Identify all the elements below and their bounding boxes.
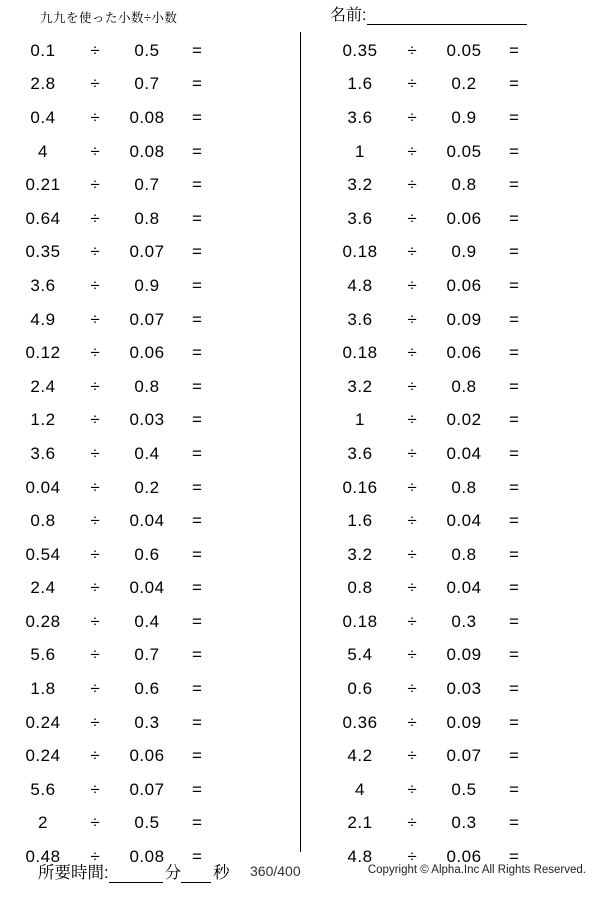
divisor: 0.08 — [129, 847, 165, 867]
equals-icon: = — [192, 712, 202, 732]
divisor: 0.9 — [451, 242, 477, 262]
divide-icon: ÷ — [407, 578, 417, 598]
dividend: 0.54 — [25, 544, 61, 564]
problem-row — [301, 504, 600, 538]
divisor: 0.07 — [129, 309, 165, 329]
equals-icon: = — [509, 376, 519, 396]
divide-icon: ÷ — [407, 544, 417, 564]
problem-row — [0, 639, 300, 673]
equals-icon: = — [192, 477, 202, 497]
divisor: 0.8 — [451, 477, 477, 497]
problem-row — [301, 807, 600, 841]
problem-column-right — [300, 32, 600, 867]
divide-icon: ÷ — [407, 746, 417, 766]
equals-icon: = — [509, 645, 519, 665]
divisor: 0.8 — [134, 376, 160, 396]
equals-icon: = — [192, 578, 202, 598]
dividend: 3.2 — [347, 376, 373, 396]
divide-icon: ÷ — [90, 175, 100, 195]
divisor: 0.3 — [451, 813, 477, 833]
divisor: 0.04 — [446, 443, 482, 463]
problem-row — [301, 68, 600, 102]
dividend: 3.6 — [347, 107, 373, 127]
divisor: 0.07 — [129, 242, 165, 262]
minutes-input-line[interactable] — [109, 864, 163, 883]
name-label: 名前: — [330, 7, 367, 24]
problem-row — [301, 202, 600, 236]
dividend: 2.4 — [30, 376, 56, 396]
divide-icon: ÷ — [407, 309, 417, 329]
divisor: 0.06 — [446, 275, 482, 295]
divide-icon: ÷ — [407, 443, 417, 463]
problem-columns — [0, 32, 600, 867]
dividend: 0.6 — [347, 679, 373, 699]
equals-icon: = — [192, 813, 202, 833]
divisor: 0.04 — [129, 511, 165, 531]
problem-row — [0, 572, 300, 606]
divide-icon: ÷ — [90, 40, 100, 60]
divide-icon: ÷ — [407, 611, 417, 631]
divisor: 0.06 — [446, 208, 482, 228]
divisor: 0.06 — [129, 343, 165, 363]
dividend: 1 — [355, 141, 365, 161]
equals-icon: = — [192, 847, 202, 867]
divisor: 0.8 — [451, 544, 477, 564]
equals-icon: = — [509, 309, 519, 329]
divisor: 0.2 — [451, 74, 477, 94]
problem-row — [0, 773, 300, 807]
divisor: 0.07 — [129, 779, 165, 799]
dividend: 1.2 — [30, 410, 56, 430]
dividend: 0.12 — [25, 343, 61, 363]
problem-row — [301, 739, 600, 773]
minutes-unit: 分 — [164, 864, 182, 882]
equals-icon: = — [192, 679, 202, 699]
divisor: 0.04 — [446, 578, 482, 598]
divide-icon: ÷ — [407, 847, 417, 867]
equals-icon: = — [509, 443, 519, 463]
divide-icon: ÷ — [90, 141, 100, 161]
equals-icon: = — [509, 208, 519, 228]
dividend: 1 — [355, 410, 365, 430]
problem-row — [301, 672, 600, 706]
dividend: 1.6 — [347, 74, 373, 94]
divisor: 0.3 — [451, 611, 477, 631]
divide-icon: ÷ — [90, 74, 100, 94]
problem-row — [0, 605, 300, 639]
divide-icon: ÷ — [90, 813, 100, 833]
divisor: 0.05 — [446, 40, 482, 60]
divide-icon: ÷ — [407, 645, 417, 665]
problem-row — [0, 68, 300, 102]
dividend: 0.35 — [25, 242, 61, 262]
divisor: 0.8 — [451, 376, 477, 396]
problem-row — [0, 471, 300, 505]
problem-row — [301, 773, 600, 807]
divisor: 0.06 — [446, 847, 482, 867]
equals-icon: = — [192, 74, 202, 94]
problem-row — [301, 370, 600, 404]
equals-icon: = — [509, 746, 519, 766]
divide-icon: ÷ — [90, 746, 100, 766]
dividend: 0.35 — [342, 40, 378, 60]
problem-row — [0, 706, 300, 740]
divisor: 0.3 — [134, 712, 160, 732]
divisor: 0.7 — [134, 645, 160, 665]
dividend: 2.4 — [30, 578, 56, 598]
dividend: 3.6 — [30, 275, 56, 295]
divisor: 0.06 — [129, 746, 165, 766]
problem-row — [0, 370, 300, 404]
equals-icon: = — [192, 107, 202, 127]
problem-row — [0, 236, 300, 270]
equals-icon: = — [509, 107, 519, 127]
dividend: 4.8 — [347, 847, 373, 867]
divisor: 0.09 — [446, 309, 482, 329]
seconds-unit: 秒 — [213, 864, 230, 882]
equals-icon: = — [192, 779, 202, 799]
divide-icon: ÷ — [90, 376, 100, 396]
divisor: 0.5 — [134, 813, 160, 833]
divide-icon: ÷ — [407, 175, 417, 195]
equals-icon: = — [509, 40, 519, 60]
dividend: 4.2 — [347, 746, 373, 766]
dividend: 4 — [355, 779, 365, 799]
problem-row — [301, 404, 600, 438]
problem-row — [301, 336, 600, 370]
divide-icon: ÷ — [407, 477, 417, 497]
dividend: 0.16 — [342, 477, 378, 497]
dividend: 0.24 — [25, 712, 61, 732]
equals-icon: = — [509, 175, 519, 195]
divisor: 0.8 — [451, 175, 477, 195]
equals-icon: = — [509, 847, 519, 867]
worksheet-footer — [0, 859, 600, 885]
equals-icon: = — [509, 544, 519, 564]
equals-icon: = — [192, 40, 202, 60]
dividend: 0.48 — [25, 847, 61, 867]
equals-icon: = — [192, 645, 202, 665]
divisor: 0.09 — [446, 712, 482, 732]
equals-icon: = — [509, 511, 519, 531]
divisor: 0.2 — [134, 477, 160, 497]
dividend: 0.1 — [30, 40, 56, 60]
problem-row — [301, 572, 600, 606]
divide-icon: ÷ — [407, 141, 417, 161]
divisor: 0.9 — [451, 107, 477, 127]
equals-icon: = — [192, 309, 202, 329]
divide-icon: ÷ — [407, 712, 417, 732]
divide-icon: ÷ — [407, 813, 417, 833]
divide-icon: ÷ — [407, 40, 417, 60]
equals-icon: = — [509, 410, 519, 430]
problem-row — [301, 303, 600, 337]
problem-row — [301, 437, 600, 471]
divide-icon: ÷ — [90, 645, 100, 665]
divide-icon: ÷ — [90, 410, 100, 430]
equals-icon: = — [509, 712, 519, 732]
dividend: 0.36 — [342, 712, 378, 732]
copyright-notice: Copyright © Alpha.Inc All Rights Reserved. — [367, 864, 586, 876]
dividend: 3.2 — [347, 544, 373, 564]
divisor: 0.08 — [129, 107, 165, 127]
divisor: 0.05 — [446, 141, 482, 161]
divisor: 0.7 — [134, 175, 160, 195]
dividend: 0.64 — [25, 208, 61, 228]
divisor: 0.5 — [451, 779, 477, 799]
divisor: 0.4 — [134, 443, 160, 463]
problem-row — [0, 269, 300, 303]
equals-icon: = — [509, 343, 519, 363]
divide-icon: ÷ — [90, 242, 100, 262]
dividend: 0.8 — [347, 578, 373, 598]
dividend: 1.6 — [347, 511, 373, 531]
dividend: 0.24 — [25, 746, 61, 766]
problem-row — [0, 437, 300, 471]
equals-icon: = — [192, 175, 202, 195]
divisor: 0.02 — [446, 410, 482, 430]
divide-icon: ÷ — [90, 712, 100, 732]
problem-row — [301, 706, 600, 740]
divide-icon: ÷ — [90, 275, 100, 295]
dividend: 2 — [38, 813, 48, 833]
problem-row — [301, 168, 600, 202]
divisor: 0.08 — [129, 141, 165, 161]
equals-icon: = — [509, 275, 519, 295]
problem-row — [0, 101, 300, 135]
problem-row — [0, 807, 300, 841]
problem-row — [0, 34, 300, 68]
equals-icon: = — [509, 578, 519, 598]
divide-icon: ÷ — [407, 679, 417, 699]
dividend: 0.28 — [25, 611, 61, 631]
divide-icon: ÷ — [407, 511, 417, 531]
divide-icon: ÷ — [90, 679, 100, 699]
dividend: 3.6 — [347, 443, 373, 463]
problem-row — [301, 605, 600, 639]
divide-icon: ÷ — [90, 847, 100, 867]
divide-icon: ÷ — [90, 578, 100, 598]
problem-row — [0, 404, 300, 438]
divide-icon: ÷ — [90, 511, 100, 531]
score-value: 360/400 — [250, 863, 301, 879]
problem-row — [0, 202, 300, 236]
divide-icon: ÷ — [90, 107, 100, 127]
equals-icon: = — [192, 275, 202, 295]
problem-row — [0, 672, 300, 706]
problem-row — [301, 538, 600, 572]
problem-row — [0, 739, 300, 773]
problem-row — [301, 639, 600, 673]
divisor: 0.09 — [446, 645, 482, 665]
equals-icon: = — [509, 611, 519, 631]
dividend: 4 — [38, 141, 48, 161]
time-taken-block — [38, 859, 230, 883]
divide-icon: ÷ — [407, 242, 417, 262]
divide-icon: ÷ — [407, 74, 417, 94]
divide-icon: ÷ — [90, 443, 100, 463]
dividend: 2.8 — [30, 74, 56, 94]
divide-icon: ÷ — [407, 410, 417, 430]
problem-row — [301, 236, 600, 270]
dividend: 3.6 — [347, 309, 373, 329]
equals-icon: = — [509, 74, 519, 94]
dividend: 4.8 — [347, 275, 373, 295]
equals-icon: = — [192, 611, 202, 631]
equals-icon: = — [509, 779, 519, 799]
problem-row — [301, 269, 600, 303]
divide-icon: ÷ — [407, 275, 417, 295]
equals-icon: = — [192, 141, 202, 161]
equals-icon: = — [192, 544, 202, 564]
divisor: 0.7 — [134, 74, 160, 94]
dividend: 1.8 — [30, 679, 56, 699]
dividend: 3.6 — [30, 443, 56, 463]
problem-row — [0, 168, 300, 202]
equals-icon: = — [192, 443, 202, 463]
divisor: 0.8 — [134, 208, 160, 228]
divide-icon: ÷ — [407, 208, 417, 228]
equals-icon: = — [509, 679, 519, 699]
equals-icon: = — [192, 511, 202, 531]
problem-row — [301, 471, 600, 505]
dividend: 5.6 — [30, 779, 56, 799]
equals-icon: = — [192, 343, 202, 363]
divide-icon: ÷ — [90, 611, 100, 631]
dividend: 0.04 — [25, 477, 61, 497]
dividend: 3.6 — [347, 208, 373, 228]
divisor: 0.06 — [446, 343, 482, 363]
dividend: 0.4 — [30, 107, 56, 127]
divide-icon: ÷ — [90, 309, 100, 329]
dividend: 2.1 — [347, 813, 373, 833]
seconds-input-line[interactable] — [181, 864, 211, 883]
divisor: 0.03 — [129, 410, 165, 430]
problem-row — [0, 538, 300, 572]
dividend: 3.2 — [347, 175, 373, 195]
divide-icon: ÷ — [407, 376, 417, 396]
time-label: 所要時間: — [38, 864, 109, 882]
name-input-line[interactable] — [367, 7, 527, 25]
dividend: 0.18 — [342, 242, 378, 262]
problem-row — [0, 303, 300, 337]
dividend: 0.18 — [342, 343, 378, 363]
problem-row — [0, 135, 300, 169]
equals-icon: = — [509, 242, 519, 262]
divide-icon: ÷ — [407, 779, 417, 799]
name-field-block — [330, 2, 527, 25]
equals-icon: = — [509, 813, 519, 833]
dividend: 4.9 — [30, 309, 56, 329]
divide-icon: ÷ — [90, 779, 100, 799]
equals-icon: = — [192, 746, 202, 766]
equals-icon: = — [192, 376, 202, 396]
dividend: 0.18 — [342, 611, 378, 631]
problem-row — [301, 34, 600, 68]
divide-icon: ÷ — [407, 343, 417, 363]
problem-row — [0, 336, 300, 370]
divide-icon: ÷ — [90, 477, 100, 497]
problem-row — [0, 504, 300, 538]
dividend: 0.8 — [30, 511, 56, 531]
divisor: 0.4 — [134, 611, 160, 631]
divide-icon: ÷ — [90, 544, 100, 564]
worksheet-header — [0, 0, 600, 30]
equals-icon: = — [509, 477, 519, 497]
divisor: 0.07 — [446, 746, 482, 766]
divisor: 0.04 — [129, 578, 165, 598]
problem-row — [301, 101, 600, 135]
divisor: 0.5 — [134, 40, 160, 60]
equals-icon: = — [192, 208, 202, 228]
dividend: 5.6 — [30, 645, 56, 665]
equals-icon: = — [509, 141, 519, 161]
divisor: 0.03 — [446, 679, 482, 699]
equals-icon: = — [192, 242, 202, 262]
divisor: 0.6 — [134, 679, 160, 699]
divide-icon: ÷ — [407, 107, 417, 127]
problem-column-left — [0, 32, 300, 867]
problem-row — [301, 135, 600, 169]
page-title: 九九を使った小数÷小数 — [40, 11, 178, 25]
divide-icon: ÷ — [90, 343, 100, 363]
divisor: 0.9 — [134, 275, 160, 295]
divisor: 0.6 — [134, 544, 160, 564]
equals-icon: = — [192, 410, 202, 430]
dividend: 0.21 — [25, 175, 61, 195]
divisor: 0.04 — [446, 511, 482, 531]
divide-icon: ÷ — [90, 208, 100, 228]
dividend: 5.4 — [347, 645, 373, 665]
